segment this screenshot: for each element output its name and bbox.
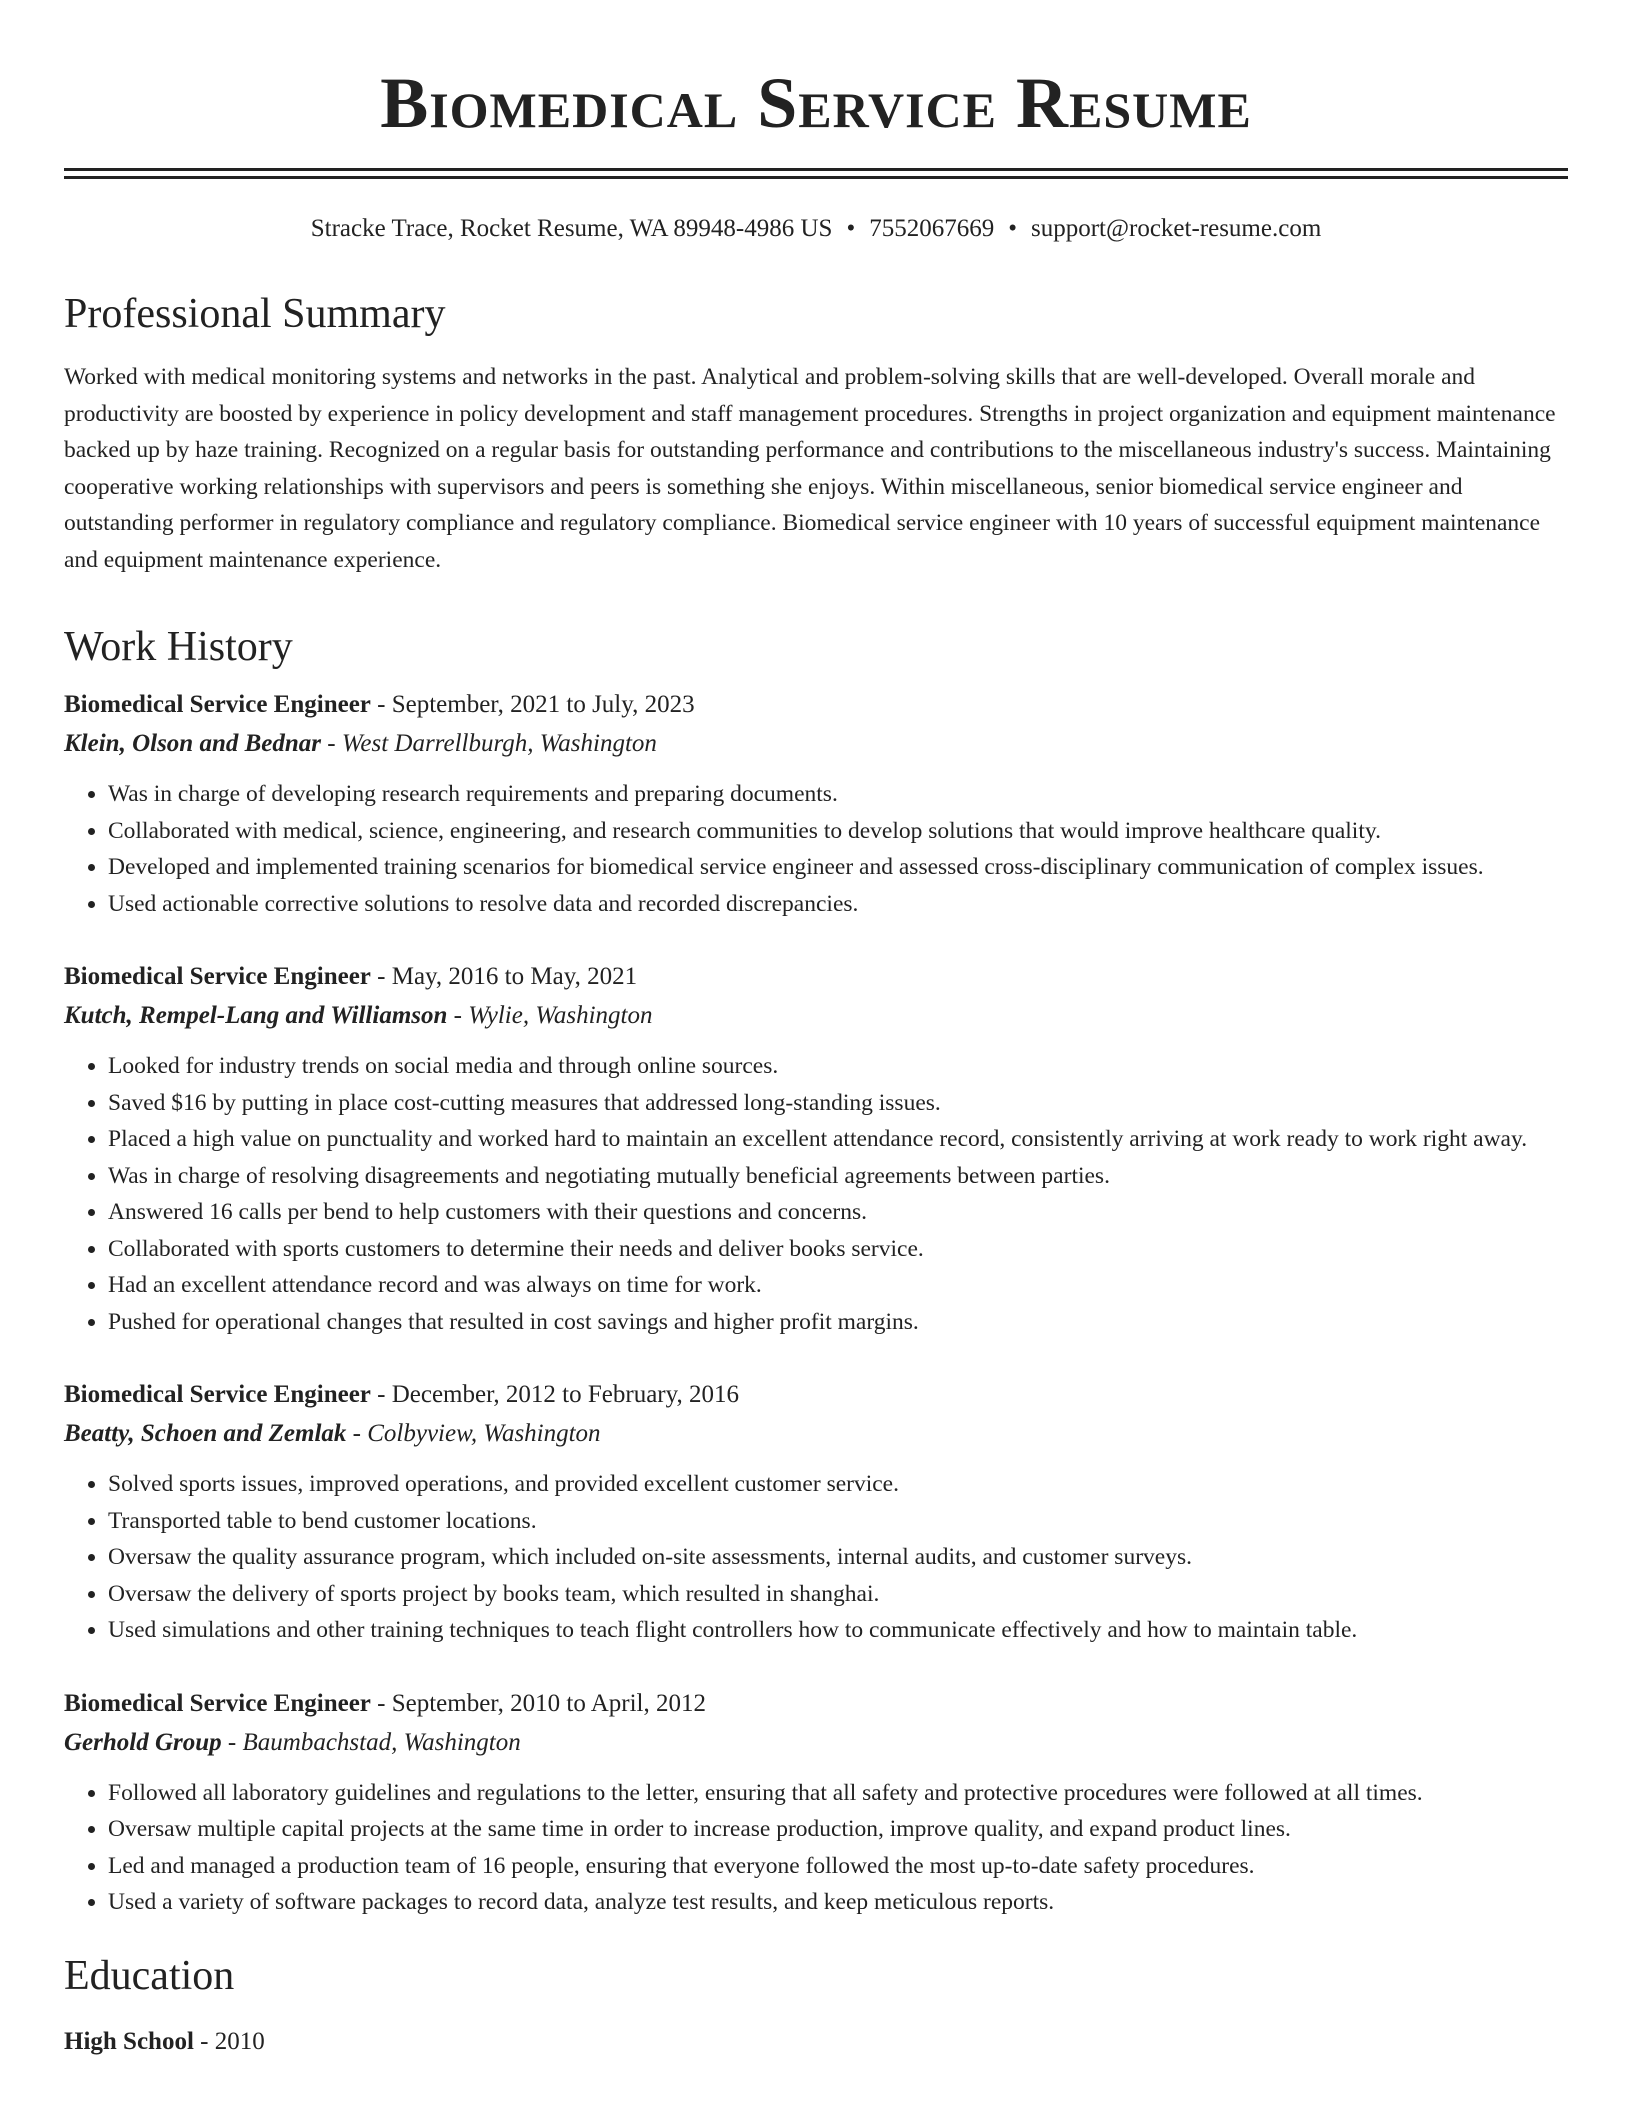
job-company-line [64, 724, 1568, 764]
job-bullet: • Led and managed a production team of 16 people, ensuring that everyone followed the most up-to-date safety procedures. [108, 1848, 1568, 1885]
job-location: Wylie, Washington [468, 1002, 653, 1029]
job-bullet: • Answered 16 calls per bend to help customers with their questions and concerns. [108, 1194, 1568, 1231]
job-bullet: • Was in charge of resolving disagreements and negotiating mutually beneficial agreements between parties. [108, 1158, 1568, 1195]
job-bullet: • Oversaw the delivery of sports project by books team, which resulted in shanghai. [108, 1576, 1568, 1613]
job-bullet: • Pushed for operational changes that resulted in cost savings and higher profit margins. [108, 1304, 1568, 1341]
job-dash: - [370, 1381, 392, 1408]
job-bullet: • Used simulations and other training techniques to teach flight controllers how to communicate effectively and how to maintain table. [108, 1612, 1568, 1649]
job-bullets [64, 1466, 1568, 1649]
job-company: Gerhold Group [64, 1728, 222, 1756]
job-dash: - [346, 1420, 368, 1447]
education-dash: - [193, 2027, 215, 2055]
job-company: Kutch, Rempel-Lang and Williamson [64, 1002, 448, 1029]
job-dates: December, 2012 to February, 2016 [391, 1381, 739, 1408]
job-bullet: • Used a variety of software packages to record data, analyze test results, and keep meticulous reports. [108, 1884, 1568, 1921]
job-bullet: • Developed and implemented training scenarios for biomedical service engineer and assessed cross-disciplinary communication of complex issues. [108, 849, 1568, 886]
job-location: Baumbachstad, Washington [242, 1728, 521, 1756]
job-entry [64, 958, 1568, 1340]
job-dash: - [447, 1002, 469, 1029]
job-bullet: • Was in charge of developing research requirements and preparing documents. [108, 776, 1568, 813]
summary-heading: Professional Summary [64, 291, 446, 337]
job-bullets [64, 1048, 1568, 1340]
job-bullet: • Transported table to bend customer locations. [108, 1503, 1568, 1540]
job-bullet: • Placed a high value on punctuality and worked hard to maintain an excellent attendance record, consistently arriving at work ready to work right away. [108, 1121, 1568, 1158]
job-bullet: • Had an excellent attendance record and was always on time for work. [108, 1267, 1568, 1304]
job-bullets [64, 776, 1568, 922]
job-title: Biomedical Service Engineer [64, 1381, 371, 1408]
job-company-line [64, 1414, 1568, 1454]
work-history-list [64, 686, 1568, 1921]
job-entry [64, 1685, 1568, 1921]
education-year: 2010 [214, 2027, 265, 2055]
job-bullet: • Solved sports issues, improved operations, and provided excellent customer service. [108, 1466, 1568, 1503]
title-double-rule [64, 168, 1568, 179]
job-title: Biomedical Service Engineer [64, 963, 371, 990]
job-bullet: • Looked for industry trends on social media and through online sources. [108, 1048, 1568, 1085]
job-title-line [64, 958, 1568, 996]
contact-phone: 7552067669 [869, 215, 995, 242]
job-bullet: • Used actionable corrective solutions to resolve data and recorded discrepancies. [108, 886, 1568, 923]
education-degree: High School [64, 2027, 194, 2055]
job-bullet: • Followed all laboratory guidelines and regulations to the letter, ensuring that all safety and protective procedures were followed at all times. [108, 1775, 1568, 1812]
job-bullet: • Collaborated with medical, science, engineering, and research communities to develop solutions that would improve healthcare quality. [108, 813, 1568, 850]
job-dates: September, 2021 to July, 2023 [391, 691, 695, 718]
job-dash: - [221, 1728, 243, 1756]
job-dates: May, 2016 to May, 2021 [391, 963, 638, 990]
contact-line [64, 213, 1568, 245]
resume-title: Biomedical Service Resume [380, 63, 1252, 143]
contact-address: Stracke Trace, Rocket Resume, WA 89948-4986 US [310, 215, 833, 242]
job-bullet: • Collaborated with sports customers to determine their needs and deliver books service. [108, 1231, 1568, 1268]
job-location: West Darrellburgh, Washington [341, 730, 657, 757]
job-bullet: • Saved $16 by putting in place cost-cutting measures that addressed long-standing issues. [108, 1085, 1568, 1122]
job-entry [64, 1376, 1568, 1649]
job-title-line [64, 686, 1568, 724]
education-heading: Education [64, 1952, 235, 1999]
job-bullet: • Oversaw the quality assurance program, which included on-site assessments, internal audits, and customer surveys. [108, 1539, 1568, 1576]
job-dash: - [370, 1689, 392, 1717]
job-bullet: • Oversaw multiple capital projects at the same time in order to increase production, improve quality, and expand product lines. [108, 1811, 1568, 1848]
education-line [64, 2023, 1568, 2061]
job-title-line [64, 1685, 1568, 1723]
job-title: Biomedical Service Engineer [64, 1689, 371, 1717]
job-title-line [64, 1376, 1568, 1414]
job-dash: - [370, 691, 392, 718]
summary-text: Worked with medical monitoring systems and networks in the past. Analytical and problem-solving skills that are well-developed. Overall morale and productivity are boosted by experience in policy development and staff management procedures. Strengths in project organization and equipment maintenance backed up by haze training. Recognized on a regular basis for outstanding performance and contributions to the miscellaneous industry's success. Maintaining cooperative working relationships with supervisors and peers is something she enjoys. Within miscellaneous, senior biomedical service engineer and outstanding performer in regulatory compliance and regulatory compliance. Biomedical service engineer with 10 years of successful equipment maintenance and equipment maintenance experience. [64, 364, 1556, 573]
contact-separator: • [846, 215, 856, 242]
job-title: Biomedical Service Engineer [64, 691, 371, 718]
job-dash: - [370, 963, 392, 990]
job-company-line [64, 996, 1568, 1036]
contact-email: support@rocket-resume.com [1030, 215, 1322, 242]
job-bullets [64, 1775, 1568, 1921]
job-location: Colbyview, Washington [367, 1420, 601, 1447]
contact-separator: • [1008, 215, 1017, 242]
job-company-line [64, 1723, 1568, 1763]
job-dash: - [321, 730, 342, 757]
job-company: Beatty, Schoen and Zemlak [64, 1420, 347, 1447]
job-entry [64, 686, 1568, 922]
work-history-heading: Work History [64, 624, 293, 670]
job-dates: September, 2010 to April, 2012 [391, 1689, 706, 1717]
job-company: Klein, Olson and Bednar [64, 730, 322, 757]
